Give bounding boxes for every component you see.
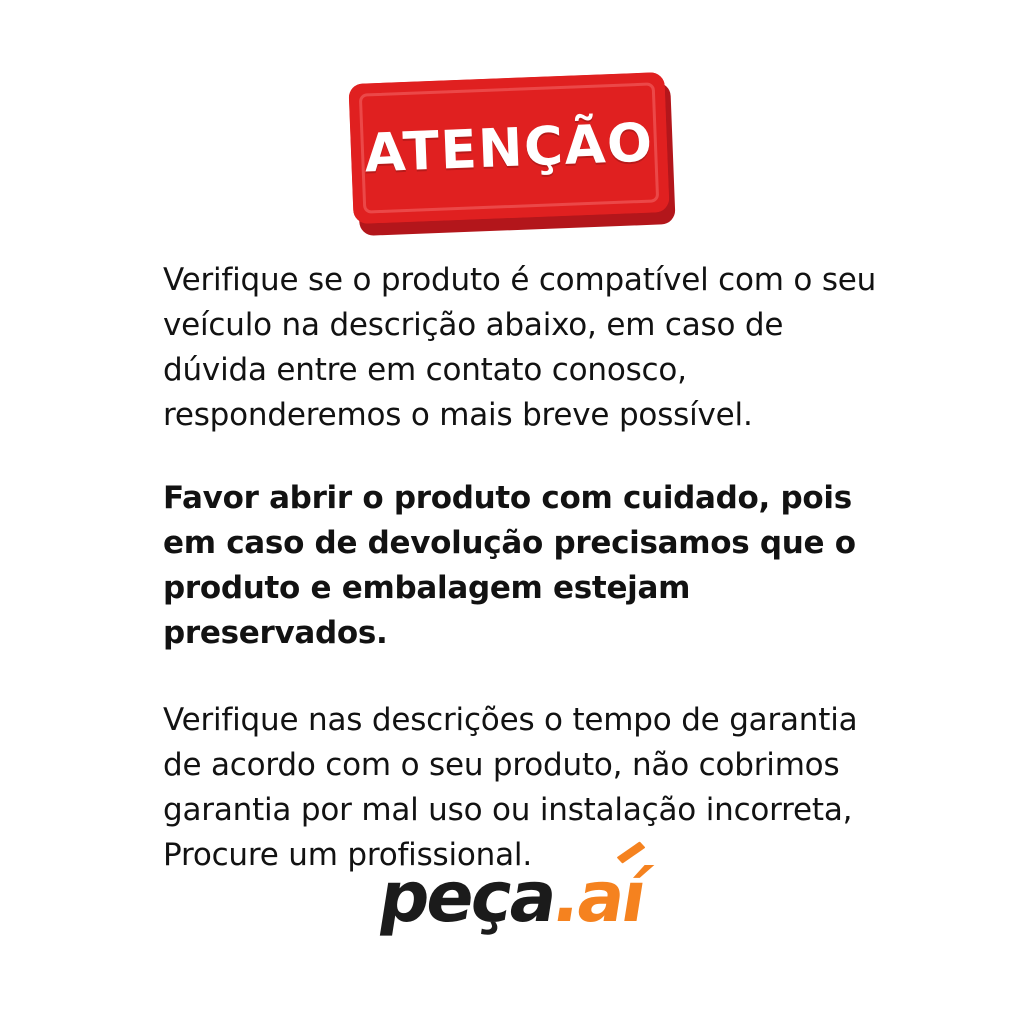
- attention-banner: [0, 78, 1024, 230]
- logo-text-dark: peça: [373, 856, 562, 938]
- logo-wordmark: [373, 856, 651, 938]
- notice-paragraph-packaging: Favor abrir o produto com cuidado, pois em caso de devolução precisamos que o produto e embalagem estejam preservados.: [163, 480, 856, 651]
- notice-paragraph-warranty: Verifique nas descrições o tempo de garantia de acordo com o seu produto, não cobrimos garantia por mal uso ou instalação incorreta, Procure um profissional.: [163, 702, 858, 873]
- attention-banner-shape: [351, 78, 673, 230]
- notice-text-block: [163, 258, 889, 878]
- notice-paragraph-compatibility: Verifique se o produto é compatível com o seu veículo na descrição abaixo, em caso de dúvida entre em contato conosco, responderemos o mais breve possível.: [163, 262, 877, 433]
- brand-logo: [0, 856, 1024, 938]
- logo-text-orange: .aí: [548, 856, 651, 938]
- banner-label: ATENÇÃO: [363, 111, 655, 185]
